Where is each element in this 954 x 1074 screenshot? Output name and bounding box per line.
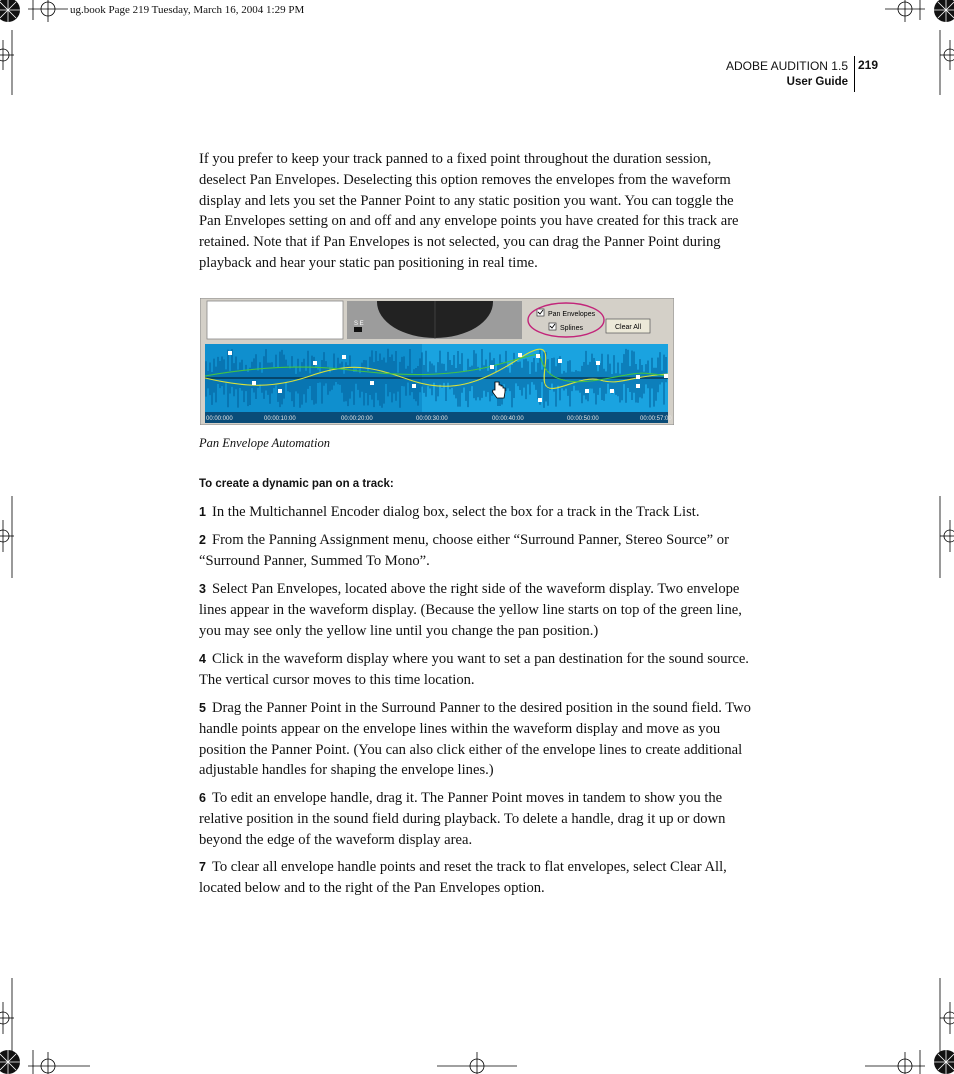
step-text: To edit an envelope handle, drag it. The Panner Point moves in tandem to show you the relative position in the sound field during playback. To delete a handle, drag it up or down beyond the edge of the waveform display area.	[199, 790, 726, 848]
step-number: 1	[199, 505, 206, 519]
header-subtitle: User Guide	[786, 76, 848, 88]
page-number: 219	[858, 58, 879, 72]
running-header	[726, 58, 848, 90]
clear-all-button[interactable]: Clear All	[614, 324, 642, 331]
timeline-timecode: 00:00:30:00	[416, 416, 448, 422]
timeline-timecode: 00:00:57:00	[640, 416, 672, 422]
step-1	[199, 502, 755, 523]
pan-envelopes-checkbox[interactable]: Pan Envelopes	[548, 311, 596, 318]
step-number: 5	[199, 701, 206, 715]
step-text: In the Multichannel Encoder dialog box, select the box for a track in the Track List.	[211, 504, 700, 520]
splines-checkbox[interactable]: Splines	[560, 325, 583, 332]
step-number: 6	[199, 791, 206, 805]
pan-envelope-screenshot	[200, 298, 674, 425]
pan-envelope-figure	[200, 298, 674, 425]
timeline-timecode: 00:00:50:00	[567, 416, 599, 422]
step-3	[199, 579, 755, 641]
procedure-title: To create a dynamic pan on a track:	[199, 478, 394, 490]
step-text: Select Pan Envelopes, located above the right side of the waveform display. Two envelope lines appear in the waveform display. (Because the yellow line starts on top of the green line, you may see only the yellow line until you change the pan position.)	[199, 581, 742, 639]
step-text: Click in the waveform display where you want to set a pan destination for the sound source. The vertical cursor moves to this time location.	[199, 651, 749, 688]
step-number: 3	[199, 582, 206, 596]
step-number: 4	[199, 652, 206, 666]
step-4	[199, 649, 755, 691]
timeline-timecode: 00:00:40:00	[492, 416, 524, 422]
header-divider	[854, 56, 855, 92]
step-5	[199, 698, 755, 781]
step-text: To clear all envelope handle points and reset the track to flat envelopes, select Clear All, located below and to the right of the Pan Envelopes option.	[199, 859, 727, 896]
timeline-timecode: 00:00:000	[206, 416, 233, 422]
step-7	[199, 857, 755, 899]
step-text: Drag the Panner Point in the Surround Panner to the desired position in the sound field. Two handle points appear on the envelope lines within the waveform display and move as you position the Panner Point. (You can also click either of the envelope lines to create additional adjustable handles for shaping the envelope lines.)	[199, 700, 751, 779]
svg-text:S E: S E	[354, 321, 364, 327]
step-number: 2	[199, 533, 206, 547]
step-2	[199, 530, 755, 572]
header-title: ADOBE AUDITION 1.5	[725, 59, 848, 73]
step-text: From the Panning Assignment menu, choose either “Surround Panner, Stereo Source” or “Surround Panner, Summed To Mono”.	[199, 532, 729, 569]
step-number: 7	[199, 860, 206, 874]
step-6	[199, 788, 755, 850]
figure-caption: Pan Envelope Automation	[199, 436, 330, 450]
timeline-timecode: 00:00:20:00	[341, 416, 373, 422]
print-slug: ug.book Page 219 Tuesday, March 16, 2004 1:29 PM	[70, 4, 305, 16]
intro-paragraph: If you prefer to keep your track panned to a fixed point throughout the duration session, deselect Pan Envelopes. Deselecting this option removes the envelopes from the waveform display and lets you set the Panner Point to any static position you want. You can toggle the Pan Envelopes setting on and off and any envelope points you have created for this track are retained. Note that if Pan Envelopes is not selected, you can drag the Panner Point during playback and hear your static pan positioning in real time.	[199, 151, 739, 271]
timeline-timecode: 00:00:10:00	[264, 416, 296, 422]
